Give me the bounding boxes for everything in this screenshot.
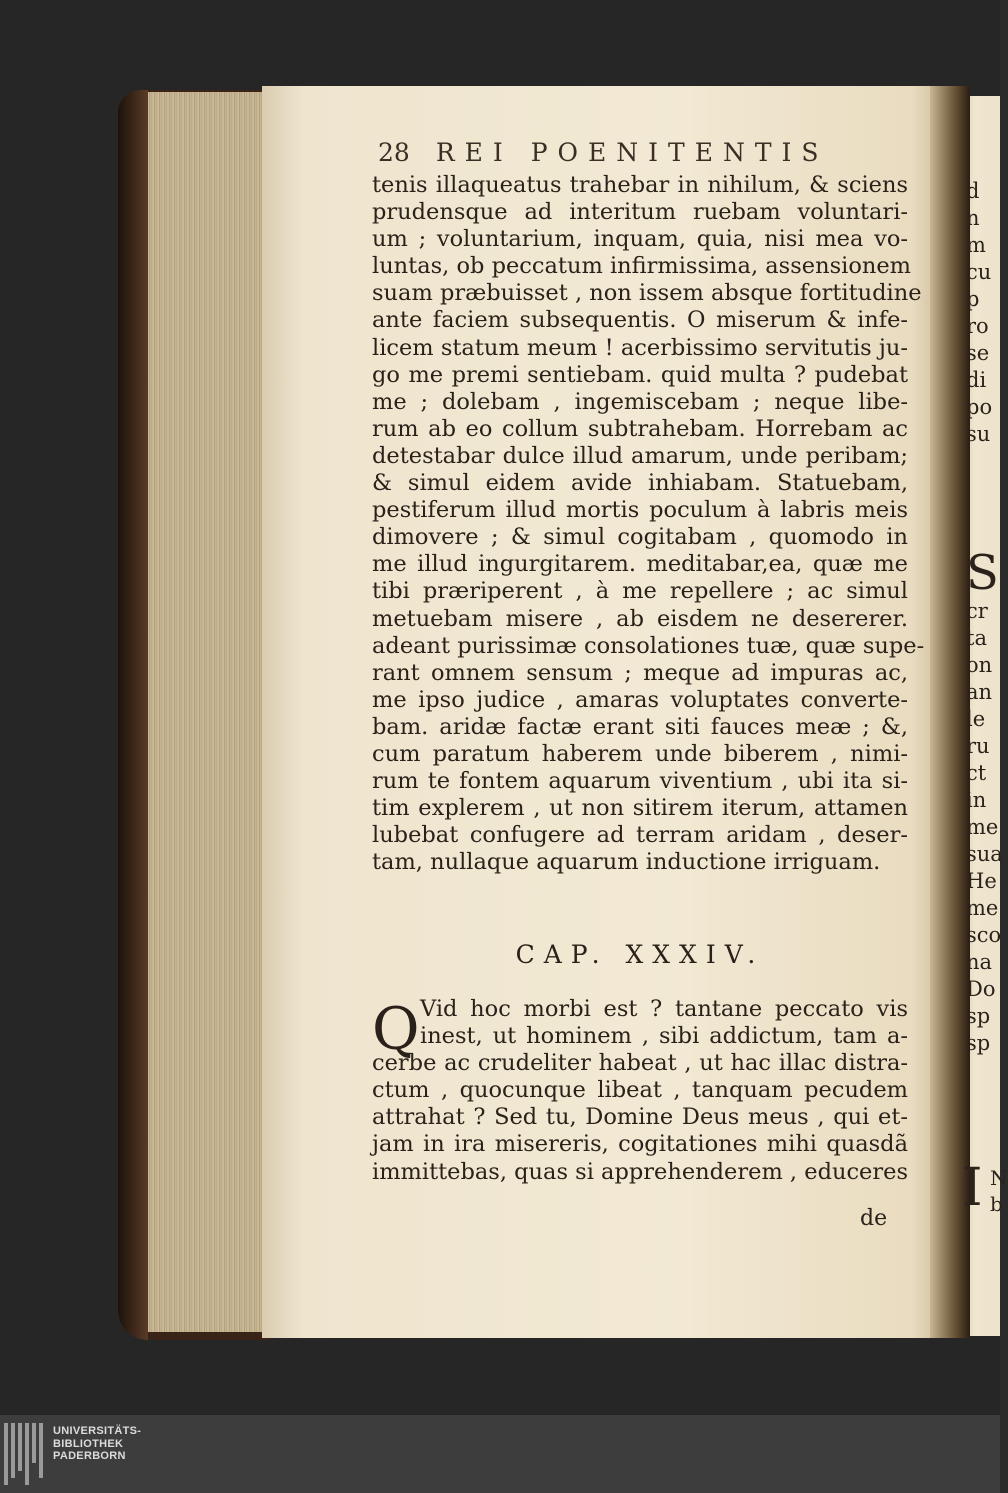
footer-bar	[0, 1415, 1000, 1493]
text-line: n	[966, 206, 980, 230]
catchword: de	[860, 1206, 888, 1231]
text-line: luntas, ob peccatum infirmissima, assensionem	[372, 253, 912, 280]
text-line: sua	[966, 842, 1003, 866]
text-line: PADERBORN	[53, 1450, 126, 1462]
text-line: pestiferum illud mortis poculum à labris meis	[372, 497, 908, 524]
logo-bar	[18, 1423, 22, 1471]
facing-page-drop-cap: S	[966, 545, 999, 601]
text-line: p	[966, 287, 980, 311]
text-line: rum te fontem aquarum viventium , ubi ita si-	[372, 768, 908, 795]
text-line: ta	[966, 626, 987, 650]
text-line: um ; voluntarium, inquam, quia, nisi mea vo-	[372, 226, 908, 253]
logo-bar	[32, 1423, 36, 1463]
text-line: adeant purissimæ consolationes tuæ, quæ supe-	[372, 632, 925, 659]
logo-bar	[11, 1423, 15, 1478]
text-line: cerbe ac crudeliter habeat , ut hac illac distra-	[372, 1050, 908, 1077]
text-line: N	[990, 1166, 1008, 1190]
text-line: an	[966, 680, 993, 704]
text-line: cum paratum haberem unde biberem , nimi-	[372, 740, 908, 767]
text-line: inest, ut hominem , sibi addictum, tam a-	[420, 1023, 908, 1050]
library-logo-icon	[4, 1423, 48, 1485]
text-line: on	[966, 653, 993, 677]
text-line: detestabar dulce illud amarum, unde peribam;	[372, 442, 908, 469]
text-line: me ipso judice , amaras voluptates converte-	[372, 686, 908, 713]
running-head-title: REI POENITENTIS	[435, 138, 829, 167]
text-line: bam. aridæ factæ erant siti fauces meæ ; &,	[372, 713, 908, 740]
text-line: tenis illaqueatus trahebar in nihilum, & sciens	[372, 172, 908, 198]
text-line: lubebat confugere ad terram aridam , deser-	[372, 822, 908, 849]
text-line: BIBLIOTHEK	[53, 1437, 124, 1450]
logo-bar	[39, 1423, 43, 1478]
text-line: sp	[966, 1004, 991, 1028]
facing-page-drop-cap-2: I	[962, 1158, 983, 1218]
text-line: cu	[966, 260, 992, 284]
text-line: m	[966, 233, 986, 257]
text-line: tam, nullaque aquarum inductione irriguam.	[372, 849, 881, 876]
text-line: di	[966, 368, 987, 392]
text-line: prudensque ad interitum ruebam voluntari-	[372, 199, 908, 226]
text-line: jam in ira misereris, cogitationes mihi quasdã	[372, 1131, 908, 1158]
text-line: ro	[966, 314, 989, 338]
body-paragraph-1	[372, 172, 925, 876]
logo-bar	[4, 1423, 8, 1485]
library-logo-text	[53, 1425, 141, 1463]
text-line: d	[966, 179, 980, 203]
text-line: ante faciem subsequentis. O miserum & infe-	[372, 307, 908, 334]
text-line: go me premi sentiebam. quid multa ? pudebat	[372, 361, 908, 388]
text-line: Vid hoc morbi est ? tantane peccato vis	[420, 996, 908, 1022]
text-line: He	[966, 869, 997, 893]
chapter-heading: CAP. XXXIV.	[515, 940, 765, 969]
text-line: ctum , quocunque libeat , tanquam pecudem	[372, 1077, 908, 1104]
text-line: Do	[966, 977, 996, 1001]
text-line: sp	[966, 1031, 991, 1055]
text-line: na	[966, 950, 993, 974]
text-line: attrahat ? Sed tu, Domine Deus meus , qui et-	[372, 1104, 908, 1131]
text-line: rant omnem sensum ; meque ad impuras ac,	[372, 659, 908, 686]
facing-page-text-1	[966, 178, 1000, 448]
book-gutter	[930, 86, 970, 1338]
page-number: 28	[378, 138, 410, 167]
text-line: dimovere ; & simul cogitabam , quomodo in	[372, 524, 908, 551]
text-line: tim explerem , ut non sitirem iterum, attamen	[372, 795, 908, 822]
text-line: cr	[966, 599, 988, 623]
text-line: se	[966, 341, 990, 365]
page-fore-edge	[140, 92, 268, 1332]
drop-cap: Q	[372, 995, 420, 1063]
text-line: in	[966, 788, 987, 812]
text-line: UNIVERSITÄTS-	[53, 1425, 142, 1437]
text-line: su	[966, 422, 991, 446]
text-line: rum ab eo collum subtrahebam. Horrebam ac	[372, 415, 908, 442]
facing-page-text-2	[966, 598, 1003, 1057]
text-line: immittebas, quas si apprehenderem , educeres	[372, 1158, 908, 1185]
text-line: metuebam misere , ab eisdem ne desererer.	[372, 605, 908, 632]
running-head	[378, 138, 898, 167]
logo-bar	[25, 1423, 29, 1485]
text-line: & simul eidem avide inhiabam. Statuebam,	[372, 470, 908, 497]
text-line: po	[966, 395, 993, 419]
body-paragraph-2	[372, 996, 908, 1186]
text-line: ru	[966, 734, 990, 758]
cover-spine-shadow	[118, 90, 148, 1340]
text-line: me	[966, 815, 999, 839]
facing-page-drop-cap-2-letters	[990, 1165, 1008, 1217]
text-line: tibi præriperent , à me repellere ; ac simul	[372, 578, 908, 605]
text-line: licem statum meum ! acerbissimo servitutis ju-	[372, 334, 908, 361]
text-line: le	[966, 707, 986, 731]
text-line: me illud ingurgitarem. meditabar,ea, quæ me	[372, 551, 908, 578]
text-line: suam præbuisset , non issem absque fortitudine	[372, 280, 922, 307]
text-line: sco	[966, 923, 1002, 947]
text-line: me	[966, 896, 999, 920]
text-line: me ; dolebam , ingemiscebam ; neque libe-	[372, 388, 908, 415]
text-line: ct	[966, 761, 987, 785]
text-line: b	[990, 1192, 1003, 1216]
